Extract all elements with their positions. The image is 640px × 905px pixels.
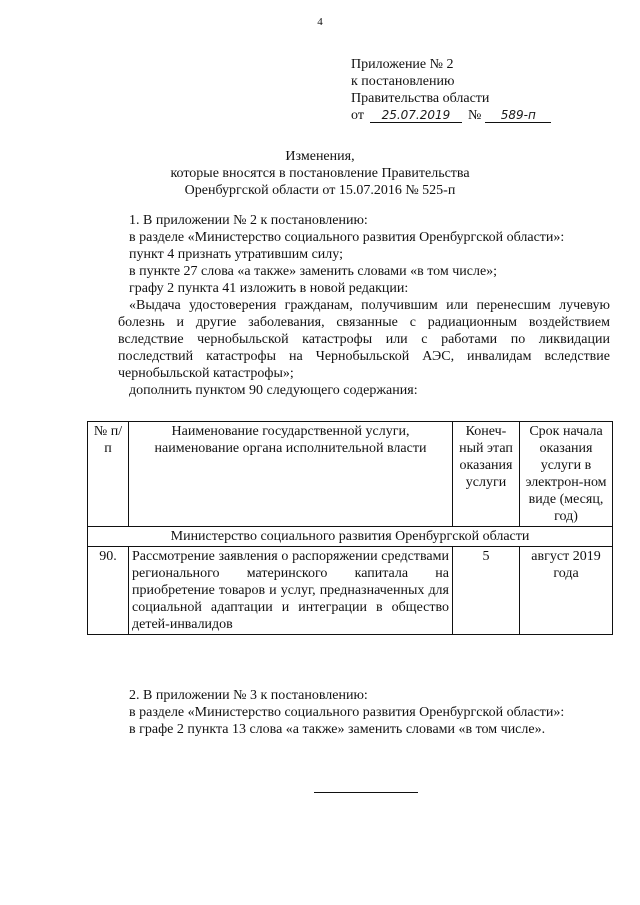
row-name: Рассмотрение заявления о распоряжении средствами регионального материнского капитала на приобретение товаров и услуг, предназначенных для социальной адаптации и интеграции в общество детей-инвалидов [129,547,453,635]
table-section-row [88,527,613,547]
row-term: август 2019 года [520,547,613,635]
heading-subtitle: которые вносятся в постановление Правительства [170,166,470,181]
section-2-para-1: в разделе «Министерство социального развития Оренбургской области»: [129,705,565,720]
document-heading [0,148,640,199]
handwritten-date: 25.07.2019 [370,108,462,123]
section-1-para-1: в разделе «Министерство социального развития Оренбургской области»: [129,230,565,245]
section-1-para-3: в пункте 27 слова «а также» заменить словами «в том числе»; [129,264,498,279]
header-term: Срок начала оказания услуги в электрон-ном виде (месяц, год) [520,422,613,527]
table-header-row [88,422,613,527]
date-prefix: от [351,108,364,123]
heading-subtitle-2: Оренбургской области от 15.07.2016 № 525-п [184,183,456,198]
row-stage: 5 [453,547,520,635]
appendix-authority: Правительства области [351,91,490,106]
section-1-title: 1. В приложении № 2 к постановлению: [129,213,368,228]
handwritten-number: 589-п [485,108,551,123]
heading-title: Изменения, [285,149,355,164]
section-1 [118,212,610,399]
services-table [87,421,613,635]
section-1-para-4: графу 2 пункта 41 изложить в новой редакции: [129,281,409,296]
section-1-para-6: дополнить пунктом 90 следующего содержания: [129,383,418,398]
header-stage: Конеч-ный этап оказания услуги [453,422,520,527]
appendix-ref: к постановлению [351,74,455,89]
header-name: Наименование государственной услуги, наименование органа исполнительной власти [129,422,453,527]
table-section-title: Министерство социального развития Оренбургской области [88,527,613,547]
section-2-title: 2. В приложении № 3 к постановлению: [129,688,368,703]
section-2-para-2: в графе 2 пункта 13 слова «а также» заменить словами «в том числе». [129,722,546,737]
table-row [88,547,613,635]
header-num: № п/п [88,422,129,527]
appendix-date-line [351,107,551,124]
appendix-block [351,56,551,124]
section-1-para-5: «Выдача удостоверения гражданам, получившим или перенесшим лучевую болезнь и другие заболевания, связанные с радиационным воздействием вследствие чернобыльской катастрофы или с работами по ликвидации последствий катастрофы на Чернобыльской АЭС, инвалидам вследствие чернобыльской катастрофы»; [118,298,610,381]
page-number: 4 [317,16,323,28]
section-1-para-2: пункт 4 признать утратившим силу; [129,247,343,262]
number-prefix: № [467,108,482,123]
appendix-title: Приложение № 2 [351,57,454,72]
section-2 [118,687,610,738]
row-num: 90. [88,547,129,635]
footer-divider [314,792,418,793]
